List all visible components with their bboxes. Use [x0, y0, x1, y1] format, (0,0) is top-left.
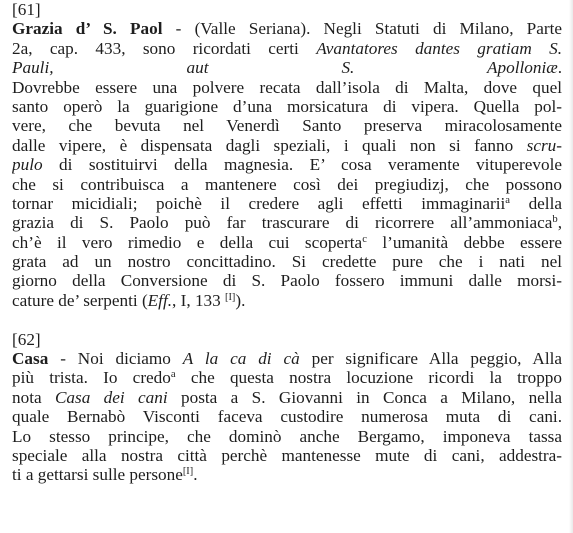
text-line [12, 155, 562, 174]
text-run: vere, che bevuta nel Venerdì Santo preserva miracolosamente [12, 116, 562, 136]
italic-text: scru- [526, 135, 562, 155]
text-run: che si contribuisca a mantenere così dei pregiudizj, che possono [12, 174, 562, 194]
text-line [12, 252, 562, 271]
footnote-marker: c [362, 233, 367, 245]
text-run: 2a, cap. 433, sono ricordati certi [12, 38, 317, 58]
text-run: speciale alla nostra città perchè mantenesse mute di cani, addestra- [12, 446, 562, 466]
text-line [12, 116, 562, 135]
text-line [12, 368, 562, 387]
text-run: grazia di S. Paolo può far trascurare di ricorrere all’ammoniaca [12, 213, 553, 233]
footnote-marker: b [552, 214, 558, 226]
text-line [12, 78, 562, 97]
text-line [12, 58, 562, 77]
text-run: per significare Alla peggio, Alla [299, 349, 562, 369]
text-run: . [557, 58, 562, 78]
headword: Casa [12, 349, 49, 369]
italic-text: A la ca di cà [182, 349, 300, 369]
text-line [12, 446, 562, 465]
text-run: santo operò la guarigione d’una morsicatura di vipera. Quella pol- [12, 96, 562, 116]
text-run: - (Valle Seriana). Negli Statuti di Milano, Parte [162, 19, 562, 39]
text-run: , I, 133 [172, 290, 226, 310]
text-run: Dovrebbe essere una polvere recata dall’isola di Malta, dove quel [12, 77, 562, 97]
text-run: ). [235, 290, 246, 310]
text-run: l’umanità debbe essere [366, 232, 562, 252]
entry-number: [61] [12, 0, 41, 19]
document-text [12, 0, 562, 485]
text-line [12, 194, 562, 213]
text-run: più trista. Io credo [12, 368, 171, 388]
text-run: Lo stesso principe, che dominò anche Bergamo, imponeva tassa [12, 426, 562, 446]
italic-text: pulo [12, 155, 43, 175]
text-run: , [557, 213, 562, 233]
text-run: giorno della Conversione di S. Paolo fossero immuni dalle morsi- [12, 271, 562, 291]
text-line [12, 427, 562, 446]
text-run: ti a gettarsi sulle persone [12, 465, 183, 485]
page-binding-edge [569, 0, 573, 533]
text-line [12, 97, 562, 116]
footnote-marker: a [505, 195, 511, 207]
text-line [12, 136, 562, 155]
italic-text: Casa dei cani [54, 387, 168, 407]
text-line [12, 349, 562, 368]
text-run: posta a S. Giovanni in Conca a Milano, nella [167, 387, 562, 407]
text-run: tornar micidiali; poichè il credere agli effetti immaginarii [12, 193, 506, 213]
text-line [12, 19, 562, 38]
reference-marker: [I] [182, 466, 194, 478]
text-run: cature de’ serpenti ( [12, 290, 148, 310]
text-line [12, 465, 562, 484]
text-run: che questa nostra locuzione ricordi la troppo [175, 368, 562, 388]
entry-number: [62] [12, 329, 41, 349]
text-run: ch’è il vero rimedio e della cui scoperta [12, 232, 363, 252]
reference-marker: [I] [225, 291, 236, 303]
italic-text: Pauli, aut S. Apolloniæ [12, 58, 558, 78]
text-line [12, 291, 562, 310]
text-run: della [510, 193, 562, 213]
text-run: quale Bernabò Visconti faceva custodire numerosa muta di cani. [12, 407, 562, 427]
text-line [12, 407, 562, 426]
text-run: dalle vipere, è dispensata dagli speziali, i quali non si fanno [12, 135, 527, 155]
text-line [12, 233, 562, 252]
text-line [12, 175, 562, 194]
text-run: grata ad un nostro concittadino. Si credette pure che i nati nel [12, 252, 562, 272]
text-run: . [193, 465, 198, 485]
text-run: nota [12, 387, 55, 407]
text-run: - Noi diciamo [48, 349, 183, 369]
headword: Grazia d’ S. Paol [12, 19, 163, 39]
text-line [12, 271, 562, 290]
footnote-marker: a [170, 369, 176, 381]
entry-separator [12, 310, 562, 329]
text-line [12, 213, 562, 232]
text-line [12, 39, 562, 58]
text-run: di sostituirvi della magnesia. E’ cosa veramente vituperevole [42, 155, 562, 175]
italic-text: Avantatores dantes gratiam S. [316, 38, 562, 58]
text-line [12, 388, 562, 407]
italic-text: Eff. [147, 290, 173, 310]
